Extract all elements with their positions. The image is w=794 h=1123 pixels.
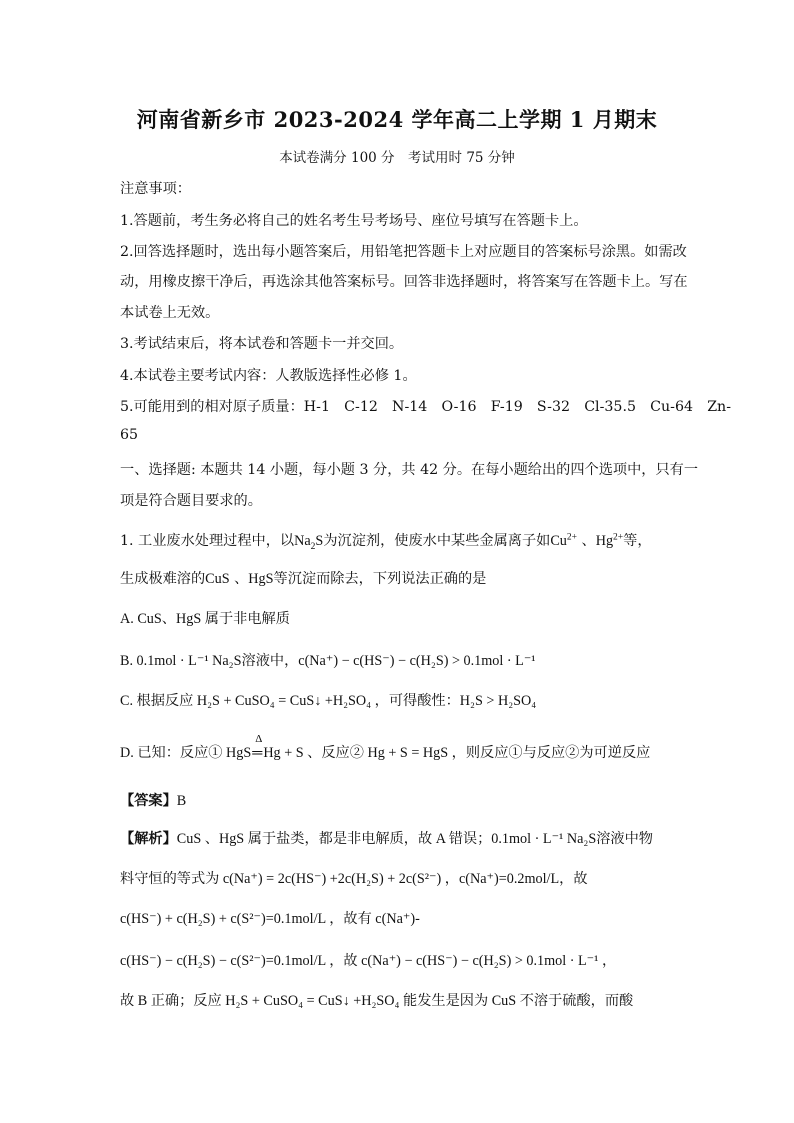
question-1-stem-line-2 bbox=[120, 568, 486, 588]
notes-heading: 注意事项： bbox=[120, 181, 191, 197]
option-d-text-b: Hg + S 、反应② Hg + S = HgS ，则反应①与反应②为可逆反应 bbox=[263, 745, 651, 761]
analysis-line-2: 料守恒的等式为 c(Na⁺) = 2c(HS⁻) +2c(H₂S) + 2c(S²⁻) ，c(Na⁺)=0.2mol/L，故 bbox=[120, 871, 588, 887]
note-4: 4.本试卷主要考试内容：人教版选择性必修 1。 bbox=[120, 368, 417, 384]
answer-value: B bbox=[176, 793, 187, 809]
option-a: A. CuS、HgS 属于非电解质 bbox=[120, 611, 290, 627]
heat-equilibrium-sign: Δ ═ bbox=[252, 733, 263, 761]
option-d-text-a: D. 已知：反应① HgS bbox=[120, 745, 252, 761]
document-title: 河南省新乡市 2023-2024 学年高二上学期 1 月期末 bbox=[136, 107, 658, 132]
q1-stem-text-b: 为沉淀剂，使废水中某些金属离子如 bbox=[323, 533, 551, 549]
answer-label: 【答案】 bbox=[120, 793, 177, 809]
formula-na2s: $Na_2S$ bbox=[294, 533, 324, 552]
analysis-line-3: c(HS⁻) + c(H₂S) + c(S²⁻)=0.1mol/L ，故有 c(Na⁺)- bbox=[120, 911, 420, 927]
note-3: 3.考试结束后，将本试卷和答题卡一并交回。 bbox=[120, 336, 404, 352]
formula-hgs: HgS bbox=[248, 571, 274, 587]
ion-hg2: $Hg^{2+}$ bbox=[595, 532, 624, 549]
q1-stem2-text-a: 生成极难溶的 bbox=[120, 571, 206, 587]
analysis-line-4: c(HS⁻) − c(H₂S) − c(S²⁻)=0.1mol/L ，故 c(Na⁺) − c(HS⁻) − c(H₂S) > 0.1mol · L⁻¹ ， bbox=[120, 953, 617, 969]
section-heading-line-2: 项是符合题目要求的。 bbox=[120, 493, 262, 509]
q1-stem2-separator: 、 bbox=[229, 571, 249, 587]
section-heading-line-1: 一、选择题: 本题共 14 小题，每小题 3 分，共 42 分。在每小题给出的四个选项中，只有一 bbox=[120, 462, 699, 478]
q1-stem-text-c: 等， bbox=[623, 533, 652, 549]
note-5-line-1: 5.可能用到的相对原子质量：H-1 C-12 N-14 O-16 F-19 S-32 Cl-35.5 Cu-64 Zn- bbox=[120, 399, 731, 415]
q1-stem2-text-b: 等沉淀而除去，下列说法正确的是 bbox=[273, 571, 487, 587]
note-2-line-3: 本试卷上无效。 bbox=[120, 305, 220, 321]
question-1-stem-line-1 bbox=[120, 530, 652, 550]
note-2-line-1: 2.回答选择题时，选出每小题答案后，用铅笔把答题卡上对应题目的答案标号涂黑。如需改 bbox=[120, 244, 687, 260]
note-1: 1.答题前，考生务必将自己的姓名考生号考场号、座位号填写在答题卡上。 bbox=[120, 213, 588, 229]
analysis-line-5: 故 B 正确；反应 H₂S + CuSO₄ = CuS↓ +H₂SO₄ 能发生是因为 CuS 不溶于硫酸，而酸 bbox=[120, 993, 634, 1009]
note-2-line-2: 动，用橡皮擦干净后，再选涂其他答案标号。回答非选择题时，将答案写在答题卡上。写在 bbox=[120, 274, 688, 290]
option-c: C. 根据反应 H₂S + CuSO₄ = CuS↓ +H₂SO₄ ，可得酸性：H₂S > H₂SO₄ bbox=[120, 693, 537, 709]
analysis-text-1: CuS 、HgS 属于盐类，都是非电解质，故 A 错误；0.1mol · L⁻¹ Na₂S溶液中物 bbox=[176, 831, 653, 847]
q1-stem-text-a: 1. 工业废水处理过程中，以 bbox=[120, 533, 295, 549]
option-d bbox=[120, 733, 651, 762]
note-5-line-2: 65 bbox=[120, 427, 139, 443]
answer-line bbox=[120, 790, 186, 810]
analysis-line-1 bbox=[120, 828, 653, 848]
document-subtitle: 本试卷满分 100 分 考试用时 75 分钟 bbox=[279, 150, 515, 166]
analysis-label: 【解析】 bbox=[120, 831, 177, 847]
q1-separator: 、 bbox=[577, 533, 596, 549]
ion-cu2: $Cu^{2+}$ bbox=[550, 532, 577, 549]
formula-cus: CuS bbox=[205, 571, 230, 587]
option-b: B. 0.1mol · L⁻¹ Na₂S溶液中，c(Na⁺) − c(HS⁻) − c(H₂S) > 0.1mol · L⁻¹ bbox=[120, 653, 536, 669]
